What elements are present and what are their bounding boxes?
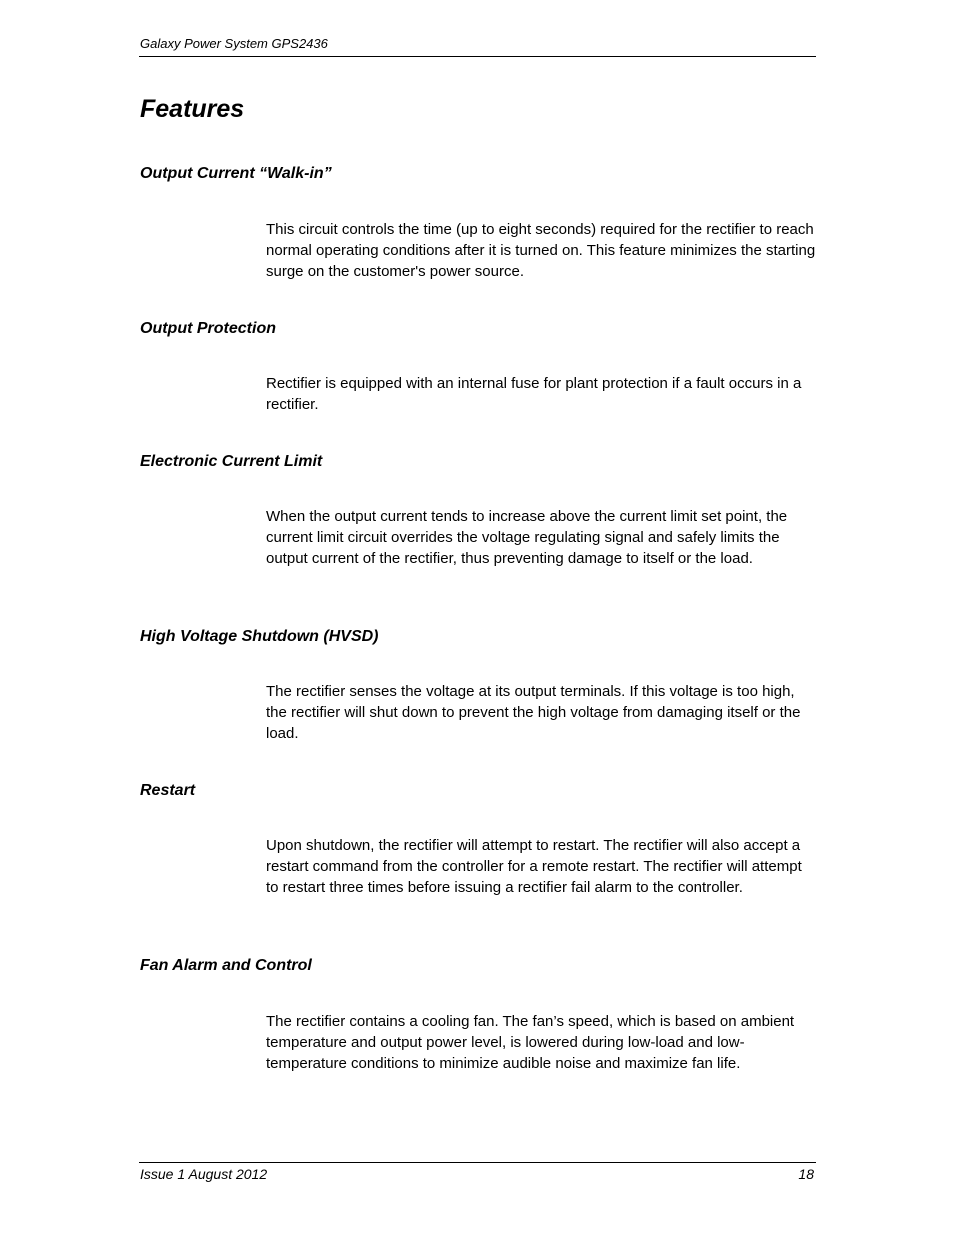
document-title: Galaxy Power System GPS2436 [140, 36, 328, 51]
section-heading: Restart [140, 782, 196, 799]
header-divider [139, 56, 816, 57]
section-heading: High Voltage Shutdown (HVSD) [140, 628, 379, 645]
section-body: This circuit controls the time (up to eight seconds) required for the rectifier to reach normal operating conditions after it is turned on. This feature minimizes the starting surge on the customer's power source. [266, 221, 816, 280]
page-number: 18 [798, 1166, 814, 1182]
section-heading: Electronic Current Limit [140, 453, 323, 470]
section-body: The rectifier senses the voltage at its output terminals. If this voltage is too high, the rectifier will shut down to prevent the high voltage from damaging itself or the load. [266, 683, 801, 742]
footer-divider [139, 1162, 816, 1163]
section-body: Rectifier is equipped with an internal fuse for plant protection if a fault occurs in a rectifier. [266, 375, 802, 413]
section-heading: Output Current “Walk-in” [140, 165, 332, 182]
section-body: Upon shutdown, the rectifier will attempt to restart. The rectifier will also accept a restart command from the controller for a remote restart. The rectifier will attempt to restart three times before issuing a rectifier fail alarm to the controller. [266, 837, 802, 896]
section-heading: Output Protection [140, 320, 276, 337]
section-heading: Fan Alarm and Control [140, 957, 312, 974]
issue-date: Issue 1 August 2012 [140, 1166, 268, 1182]
section-body: When the output current tends to increase above the current limit set point, the current limit circuit overrides the voltage regulating signal and safely limits the output current of the rectifier, thus preventing damage to itself or the load. [266, 508, 788, 567]
page-title: Features [140, 95, 245, 123]
section-body: The rectifier contains a cooling fan. The fan’s speed, which is based on ambient temperature and output power level, is lowered during low-load and low-temperature conditions to minimize audible noise and maximize fan life. [266, 1013, 795, 1072]
